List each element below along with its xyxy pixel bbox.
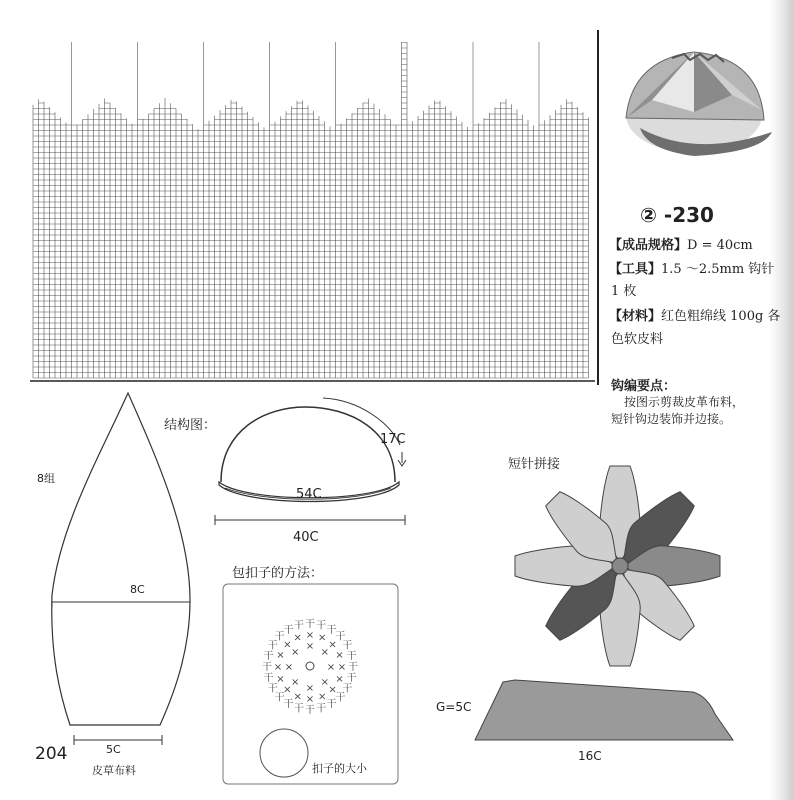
column-divider xyxy=(597,30,599,385)
stitch-symbol: × xyxy=(318,632,327,644)
spec-size xyxy=(609,234,753,253)
button-method-title: 包扣子的方法： xyxy=(232,566,324,581)
stitch-symbol: × xyxy=(273,662,283,673)
stitch-symbol: 干 xyxy=(342,640,353,652)
spec-materials-label: 【材料】 xyxy=(609,309,662,324)
stitch-symbol: × xyxy=(283,639,292,651)
stitch-symbol: 干 xyxy=(346,673,357,685)
stitch-symbol: 干 xyxy=(305,619,315,630)
stitch-symbol: 干 xyxy=(274,631,285,643)
stitch-symbol: × xyxy=(320,647,330,659)
stitch-symbol: 干 xyxy=(305,705,315,716)
stitch-symbol: × xyxy=(305,641,315,652)
crochet-stitch-chart xyxy=(0,0,600,392)
button-size-caption: 扣子的大小 xyxy=(312,762,367,775)
brim-diagram xyxy=(465,676,735,746)
spec-size-value: D = 40cm xyxy=(687,238,753,253)
grid-lines xyxy=(33,42,589,378)
stitch-symbol: 干 xyxy=(293,620,304,632)
stitch-symbol: 干 xyxy=(267,640,278,652)
stitch-symbol: × xyxy=(284,662,294,673)
spec-materials xyxy=(609,305,780,324)
stitch-symbol: 干 xyxy=(335,692,346,704)
stitch-symbol: 干 xyxy=(335,631,346,643)
stitch-symbol: 干 xyxy=(316,620,327,632)
structure-width-label: 40C xyxy=(293,530,319,545)
stitch-symbol: 干 xyxy=(316,703,327,715)
leather-piece-diagram xyxy=(30,385,210,760)
key-points-title: 钩编要点： xyxy=(611,379,677,394)
brim-g-label: G=5C xyxy=(436,700,472,714)
piece-count-label: 8组 xyxy=(37,472,55,485)
stitch-symbol: × xyxy=(305,683,315,694)
stitch-symbol: 干 xyxy=(263,673,274,685)
spec-materials-value-2: 色软皮料 xyxy=(611,332,664,347)
stitch-symbol: 干 xyxy=(348,662,358,673)
structure-depth-label: 17C xyxy=(380,432,406,447)
stitch-symbol: × xyxy=(283,684,292,696)
flower-center xyxy=(612,558,628,574)
piece-caption: 皮草布料 xyxy=(92,764,136,777)
stitch-symbol: 干 xyxy=(342,683,353,695)
petal-joining-diagram xyxy=(500,458,750,688)
key-points-line2: 短针钩边装饰并边接。 xyxy=(611,412,732,426)
spec-tools-value-2: 1 枚 xyxy=(611,284,637,299)
page-number: 204 xyxy=(35,744,68,764)
stitch-symbol: × xyxy=(305,694,315,705)
stitch-symbol: 干 xyxy=(274,692,285,704)
hat-structure-diagram xyxy=(205,385,430,535)
stitch-symbol: × xyxy=(335,674,344,686)
brim-width-label: 16C xyxy=(578,749,602,763)
joining-title: 短针拼接 xyxy=(508,457,561,472)
stitch-symbol: × xyxy=(335,649,344,661)
stitch-symbol: 干 xyxy=(326,699,337,711)
stitch-symbol: 干 xyxy=(293,703,304,715)
center-ring xyxy=(306,662,314,670)
spec-materials-value: 红色粗绵线 100g 各 xyxy=(661,309,781,324)
stitch-symbol: × xyxy=(290,676,300,688)
stitch-symbol: × xyxy=(293,632,302,644)
stitch-symbol: 干 xyxy=(283,699,294,711)
stitch-symbol: × xyxy=(293,691,302,703)
structure-circ-label: 54C xyxy=(296,487,322,502)
stitch-symbol: × xyxy=(305,630,315,641)
stitch-symbol: × xyxy=(320,676,330,688)
stitch-symbol: 干 xyxy=(262,662,272,673)
hat-photo xyxy=(612,40,777,160)
stitch-symbol: × xyxy=(276,674,285,686)
stitch-symbol: 干 xyxy=(263,650,274,662)
spec-tools-value: 1.5 ～2.5mm 钩针 xyxy=(661,262,775,277)
stitch-symbol: × xyxy=(337,662,347,673)
structure-title: 结构图： xyxy=(164,418,217,433)
stitch-symbol: × xyxy=(290,647,300,659)
spec-tools-label: 【工具】 xyxy=(609,262,662,277)
piece-width-label: 8C xyxy=(130,583,145,596)
stitch-symbol: 干 xyxy=(346,650,357,662)
spec-tools xyxy=(609,258,774,277)
stitch-grid xyxy=(33,42,589,378)
pattern-number: ② -230 xyxy=(640,203,714,227)
stitch-symbol: 干 xyxy=(267,683,278,695)
stitch-symbol: 干 xyxy=(326,624,337,636)
stitch-symbol: × xyxy=(328,684,337,696)
stitch-symbol: × xyxy=(276,649,285,661)
stitch-symbol: × xyxy=(318,691,327,703)
stitch-symbol: × xyxy=(326,662,336,673)
button-method-box xyxy=(222,583,400,788)
spec-size-label: 【成品规格】 xyxy=(609,238,688,253)
stitch-symbol: 干 xyxy=(283,624,294,636)
stitch-symbol: × xyxy=(328,639,337,651)
key-points-line1: 按图示剪裁皮革布料， xyxy=(624,395,745,409)
piece-bottom-label: 5C xyxy=(106,743,121,756)
